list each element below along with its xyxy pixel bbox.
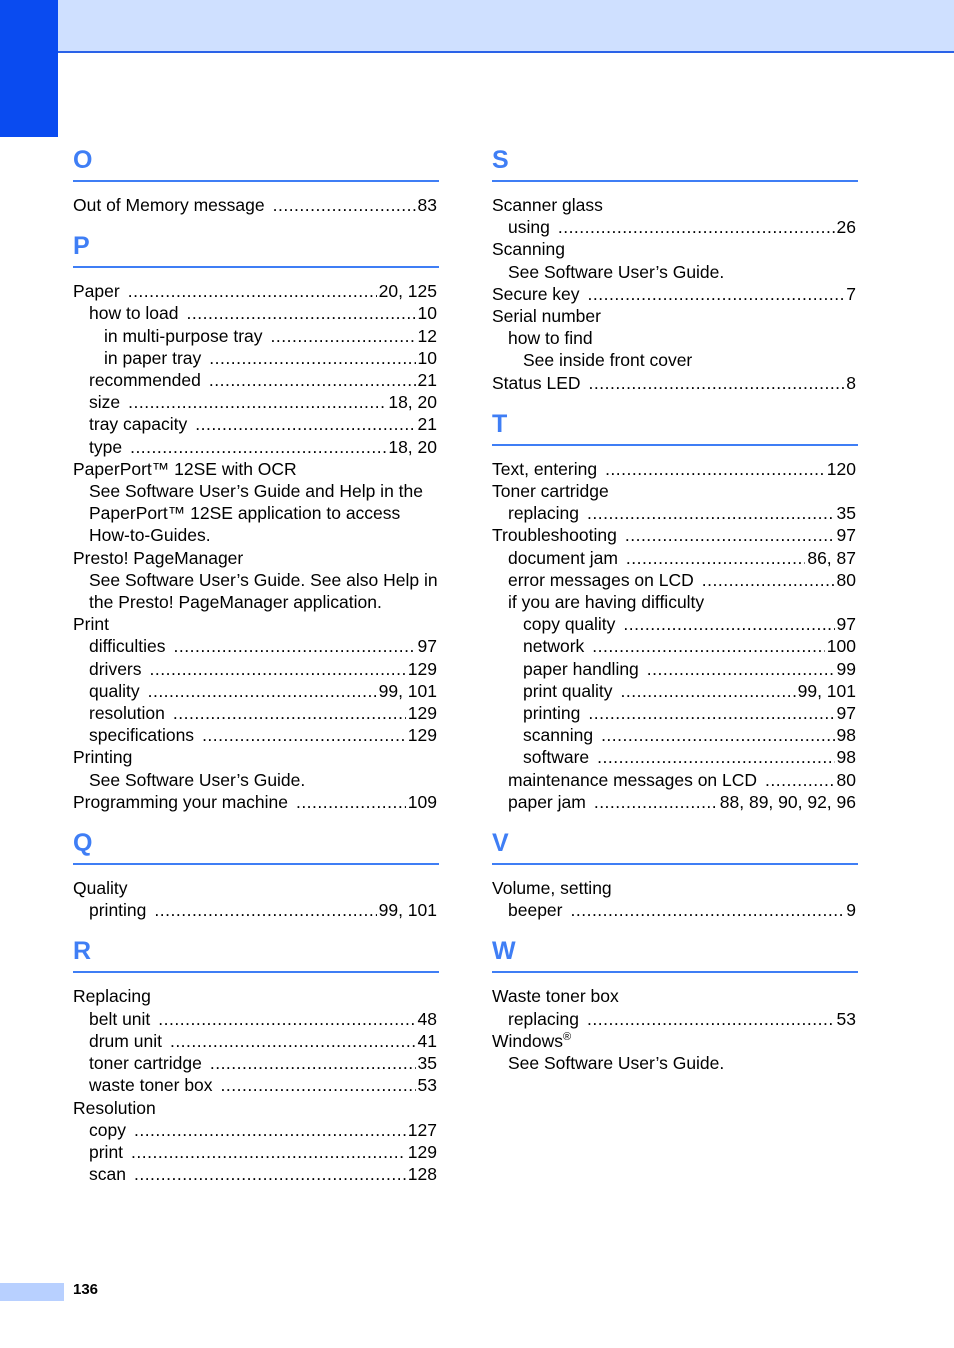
index-entry — [73, 680, 439, 702]
dot-leader — [571, 899, 845, 921]
index-entry — [73, 1030, 439, 1052]
index-page-numbers: 80 — [836, 769, 856, 790]
index-entry — [492, 635, 858, 657]
index-term — [492, 985, 619, 1007]
index-see-note: See Software User’s Guide. See also Help in the Presto! PageManager application. — [89, 569, 438, 613]
dot-leader — [202, 724, 406, 746]
index-term — [492, 458, 597, 480]
index-page-numbers: 98 — [836, 725, 856, 746]
index-term-text: copy — [89, 1119, 126, 1140]
index-term-text: scanning — [523, 725, 594, 746]
index-page-numbers: 53 — [417, 1075, 437, 1096]
index-entry — [73, 302, 439, 324]
dot-leader — [148, 680, 377, 702]
index-term-text: using — [508, 217, 550, 238]
dot-leader — [647, 658, 835, 680]
index-entry — [73, 635, 439, 657]
index-term-text: belt unit — [89, 1008, 151, 1029]
index-page-numbers: 35 — [417, 1053, 437, 1074]
index-page-numbers: 48 — [417, 1008, 437, 1029]
index-term-text: if you are having difficulty — [508, 592, 705, 613]
index-term-text: how to load — [89, 303, 179, 324]
index-term-text: paper jam — [508, 791, 586, 812]
index-page-numbers: 129 — [407, 725, 437, 746]
index-entry — [492, 547, 858, 569]
index-term-text: recommended — [89, 370, 201, 391]
index-entry — [492, 569, 858, 591]
index-page-numbers: 99 — [836, 658, 856, 679]
index-term — [492, 194, 603, 216]
dot-leader — [594, 791, 718, 813]
index-entry — [73, 724, 439, 746]
dot-leader — [130, 436, 386, 458]
index-term-text: print quality — [523, 680, 613, 701]
dot-leader — [128, 280, 377, 302]
index-page-numbers: 10 — [417, 303, 437, 324]
page-number: 136 — [73, 1281, 99, 1298]
dot-leader — [588, 283, 845, 305]
index-page-numbers: 12 — [417, 325, 437, 346]
index-page-numbers: 80 — [836, 569, 856, 590]
index-term-text: drivers — [89, 658, 142, 679]
index-page-numbers: 100 — [826, 636, 856, 657]
index-term — [89, 436, 122, 458]
index-term — [508, 791, 586, 813]
index-term — [73, 280, 120, 302]
index-term — [492, 372, 581, 394]
index-entry — [73, 985, 439, 1007]
dot-leader — [589, 372, 845, 394]
chapter-tab — [0, 0, 58, 137]
index-term — [89, 1141, 123, 1163]
index-page-numbers: 21 — [417, 370, 437, 391]
index-term — [73, 194, 265, 216]
index-term-text: beeper — [508, 900, 563, 921]
dot-leader — [605, 458, 825, 480]
dot-leader — [209, 369, 416, 391]
index-term — [89, 1119, 126, 1141]
index-entry — [73, 413, 439, 435]
index-page-numbers: 127 — [407, 1119, 437, 1140]
index-entry — [492, 283, 858, 305]
index-entry — [492, 613, 858, 635]
index-entry — [492, 791, 858, 813]
index-term-text: Programming your machine — [73, 791, 288, 812]
index-term-text: Replacing — [73, 986, 151, 1007]
index-term — [492, 524, 617, 546]
index-term-text: printing — [89, 900, 147, 921]
section-letter: S — [492, 140, 858, 182]
index-entry — [492, 1008, 858, 1030]
index-entry — [73, 347, 439, 369]
index-term — [492, 305, 601, 327]
index-entry — [492, 216, 858, 238]
index-term — [89, 1030, 162, 1052]
index-entry — [73, 746, 439, 768]
dot-leader — [174, 635, 416, 657]
index-entry — [73, 1097, 439, 1119]
dot-leader — [601, 724, 834, 746]
index-term-text: Presto! PageManager — [73, 547, 244, 568]
dot-leader — [134, 1119, 406, 1141]
index-entry — [492, 769, 858, 791]
index-page-numbers: 97 — [836, 614, 856, 635]
index-term-text: how to find — [508, 328, 593, 349]
index-term — [89, 635, 166, 657]
index-term — [492, 480, 609, 502]
index-term-text: Secure key — [492, 283, 580, 304]
index-entry — [492, 524, 858, 546]
index-term-text: Text, entering — [492, 458, 598, 479]
index-entry — [492, 985, 858, 1007]
index-term-text: paper handling — [523, 658, 639, 679]
index-term — [492, 238, 565, 260]
index-page-numbers: 129 — [407, 1141, 437, 1162]
index-term-text: Quality — [73, 878, 128, 899]
index-term-text: Resolution — [73, 1097, 156, 1118]
index-section-v — [492, 823, 858, 921]
section-letter: O — [73, 140, 439, 182]
index-term-text: maintenance messages on LCD — [508, 769, 758, 790]
dot-leader — [210, 1052, 416, 1074]
index-term — [89, 899, 146, 921]
section-letter: V — [492, 823, 858, 865]
index-page-numbers: 129 — [407, 703, 437, 724]
index-entry — [492, 480, 858, 502]
index-term — [492, 1030, 571, 1052]
index-term — [492, 877, 612, 899]
index-page-numbers: 99, 101 — [797, 680, 856, 701]
index-term — [89, 1074, 213, 1096]
index-page-numbers: 21 — [417, 414, 437, 435]
index-entry — [492, 305, 858, 327]
index-page-numbers: 18, 20 — [388, 436, 437, 457]
dot-leader — [209, 347, 415, 369]
index-see-note: See Software User’s Guide and Help in the PaperPort™ 12SE application to access How-to-Guides. — [89, 481, 423, 546]
index-entry — [73, 1074, 439, 1096]
index-entry — [73, 458, 439, 480]
index-page-numbers: 8 — [846, 372, 856, 393]
index-entry — [73, 702, 439, 724]
index-entry — [492, 1030, 858, 1052]
index-term-text: scan — [89, 1164, 126, 1185]
index-page-numbers: 97 — [836, 525, 856, 546]
index-term — [523, 746, 589, 768]
index-see-note: See Software User’s Guide. — [89, 769, 306, 790]
index-entry — [492, 746, 858, 768]
index-term — [89, 658, 142, 680]
index-term — [104, 347, 201, 369]
index-page-numbers: 9 — [846, 900, 856, 921]
index-page-numbers: 35 — [836, 503, 856, 524]
index-page-numbers: 88, 89, 90, 92, 96 — [719, 791, 856, 812]
index-term — [89, 1052, 202, 1074]
index-term-text: Serial number — [492, 306, 601, 327]
dot-leader — [158, 1008, 415, 1030]
index-entry — [492, 877, 858, 899]
dot-leader — [558, 216, 835, 238]
index-entry — [73, 436, 439, 458]
dot-leader — [273, 194, 416, 216]
dot-leader — [150, 658, 406, 680]
index-term — [492, 283, 580, 305]
index-term — [73, 1097, 156, 1119]
index-term-text: Scanner glass — [492, 195, 603, 215]
dot-leader — [128, 391, 386, 413]
index-entry — [73, 613, 439, 635]
index-page-numbers: 109 — [407, 791, 437, 812]
index-page-numbers: 128 — [407, 1164, 437, 1185]
index-term-text: tray capacity — [89, 414, 188, 435]
index-term — [508, 591, 704, 613]
index-page-numbers: 86, 87 — [807, 547, 856, 568]
index-entry — [492, 372, 858, 394]
index-term-text: Volume, setting — [492, 878, 612, 899]
dot-leader — [271, 325, 416, 347]
index-section-q — [73, 823, 439, 921]
index-entry — [73, 1141, 439, 1163]
index-page-numbers: 98 — [836, 747, 856, 768]
index-term-text: quality — [89, 680, 140, 701]
dot-leader — [170, 1030, 416, 1052]
index-term — [89, 724, 194, 746]
index-term — [508, 569, 694, 591]
index-term — [508, 899, 563, 921]
index-page-numbers: 26 — [836, 217, 856, 238]
index-term — [89, 680, 140, 702]
index-term — [73, 791, 288, 813]
index-term — [73, 458, 297, 480]
index-term — [89, 302, 179, 324]
index-term-text: Printing — [73, 747, 133, 768]
dot-leader — [623, 613, 834, 635]
dot-leader — [702, 569, 835, 591]
dot-leader — [134, 1163, 406, 1185]
footer-bar — [0, 1283, 64, 1301]
dot-leader — [587, 1008, 835, 1030]
dot-leader — [154, 899, 376, 921]
index-page-numbers: 129 — [407, 658, 437, 679]
index-page-numbers: 97 — [417, 636, 437, 657]
index-entry — [492, 680, 858, 702]
dot-leader — [592, 635, 825, 657]
index-page-numbers: 18, 20 — [388, 392, 437, 413]
index-entry — [492, 194, 858, 216]
index-term-text: PaperPort™ 12SE with OCR — [73, 458, 297, 479]
index-term — [508, 502, 579, 524]
index-entry — [73, 1119, 439, 1141]
index-term — [89, 1163, 126, 1185]
index-term-text: print — [89, 1141, 124, 1162]
index-term — [523, 702, 580, 724]
index-section-s — [492, 140, 858, 394]
index-term — [89, 369, 201, 391]
section-letter: P — [73, 226, 439, 268]
dot-leader — [625, 524, 835, 546]
index-entry — [73, 877, 439, 899]
index-page-numbers: 7 — [846, 283, 856, 304]
dot-leader — [187, 302, 416, 324]
index-term-text: Status LED — [492, 372, 581, 393]
index-term-text: in paper tray — [104, 347, 202, 368]
index-term-text: network — [523, 636, 585, 657]
index-column-left — [73, 140, 439, 1195]
index-page-numbers: 41 — [417, 1030, 437, 1051]
index-term-text: printing — [523, 703, 581, 724]
section-letter: W — [492, 931, 858, 973]
index-term — [508, 769, 757, 791]
index-entry — [73, 1163, 439, 1185]
dot-leader — [621, 680, 796, 702]
index-term — [89, 391, 120, 413]
index-term-text: drum unit — [89, 1030, 162, 1051]
index-term-text: Out of Memory message — [73, 195, 265, 215]
index-column-right — [492, 140, 858, 1084]
index-entry — [73, 280, 439, 302]
index-term — [73, 985, 151, 1007]
index-entry — [73, 325, 439, 347]
section-letter: R — [73, 931, 439, 973]
index-entry — [73, 369, 439, 391]
index-term-text: Troubleshooting — [492, 525, 617, 546]
dot-leader — [765, 769, 835, 791]
index-term — [89, 702, 165, 724]
dot-leader — [587, 502, 835, 524]
index-term-text: replacing — [508, 1008, 580, 1029]
index-see-note: See Software User’s Guide. — [508, 1053, 725, 1074]
index-entry — [73, 1052, 439, 1074]
index-page-numbers: 53 — [836, 1008, 856, 1029]
index-page-numbers: 10 — [417, 347, 437, 368]
index-section-o — [73, 140, 439, 216]
index-entry — [73, 658, 439, 680]
index-section-w — [492, 931, 858, 1074]
dot-leader — [173, 702, 406, 724]
index-page-numbers: 83 — [417, 195, 437, 215]
index-page-numbers: 97 — [836, 703, 856, 724]
index-see-note: See Software User’s Guide. — [508, 261, 725, 282]
dot-leader — [221, 1074, 416, 1096]
index-term-text: resolution — [89, 703, 165, 724]
index-term-text: in multi-purpose tray — [104, 325, 263, 346]
index-term-text: Scanning — [492, 239, 565, 260]
index-entry — [492, 658, 858, 680]
index-entry — [73, 791, 439, 813]
index-term-text: Windows — [492, 1030, 563, 1051]
index-page-numbers: 99, 101 — [378, 900, 437, 921]
index-section-p — [73, 226, 439, 813]
index-entry — [492, 899, 858, 921]
index-page-numbers: 20, 125 — [378, 281, 437, 302]
index-term — [73, 613, 109, 635]
index-term — [89, 413, 187, 435]
index-term-text: Toner cartridge — [492, 481, 609, 502]
index-entry — [492, 327, 858, 349]
index-term-text: software — [523, 747, 590, 768]
index-term-text: type — [89, 436, 123, 457]
index-entry — [492, 458, 858, 480]
registered-mark: ® — [563, 1031, 572, 1044]
index-term-text: Print — [73, 614, 109, 635]
index-page-numbers: 99, 101 — [378, 680, 437, 701]
index-term-text: replacing — [508, 503, 580, 524]
index-term-text: specifications — [89, 725, 195, 746]
index-term — [508, 1008, 579, 1030]
index-term — [89, 1008, 150, 1030]
dot-leader — [597, 746, 834, 768]
index-entry — [73, 1008, 439, 1030]
index-entry — [73, 547, 439, 569]
index-term — [73, 877, 127, 899]
index-section-r — [73, 931, 439, 1185]
index-term-text: Paper — [73, 281, 120, 302]
index-term-text: size — [89, 392, 121, 413]
index-term-text: waste toner box — [89, 1075, 213, 1096]
index-term — [104, 325, 263, 347]
dot-leader — [195, 413, 415, 435]
index-term-text: toner cartridge — [89, 1053, 202, 1074]
header-band — [0, 0, 954, 53]
index-term-text: Waste toner box — [492, 986, 619, 1007]
index-term — [523, 680, 613, 702]
index-term-text: copy quality — [523, 614, 616, 635]
index-term — [523, 724, 593, 746]
index-term-text: error messages on LCD — [508, 569, 694, 590]
dot-leader — [626, 547, 805, 569]
index-entry — [73, 391, 439, 413]
index-entry — [492, 724, 858, 746]
index-entry — [73, 194, 439, 216]
index-term — [73, 746, 132, 768]
index-term — [508, 547, 618, 569]
index-section-t — [492, 404, 858, 813]
dot-leader — [296, 791, 406, 813]
index-term — [508, 216, 550, 238]
index-term — [73, 547, 243, 569]
index-page-numbers: 120 — [826, 458, 856, 479]
dot-leader — [131, 1141, 406, 1163]
index-term — [523, 635, 584, 657]
index-term-text: document jam — [508, 547, 618, 568]
section-letter: T — [492, 404, 858, 446]
index-entry — [492, 238, 858, 260]
index-entry — [73, 899, 439, 921]
section-letter: Q — [73, 823, 439, 865]
dot-leader — [588, 702, 834, 724]
index-term — [523, 613, 615, 635]
index-entry — [492, 502, 858, 524]
index-see-note: See inside front cover — [523, 350, 693, 371]
index-term — [508, 327, 593, 349]
index-entry — [492, 591, 858, 613]
index-term-text: difficulties — [89, 636, 166, 657]
index-entry — [492, 702, 858, 724]
index-term — [523, 658, 639, 680]
